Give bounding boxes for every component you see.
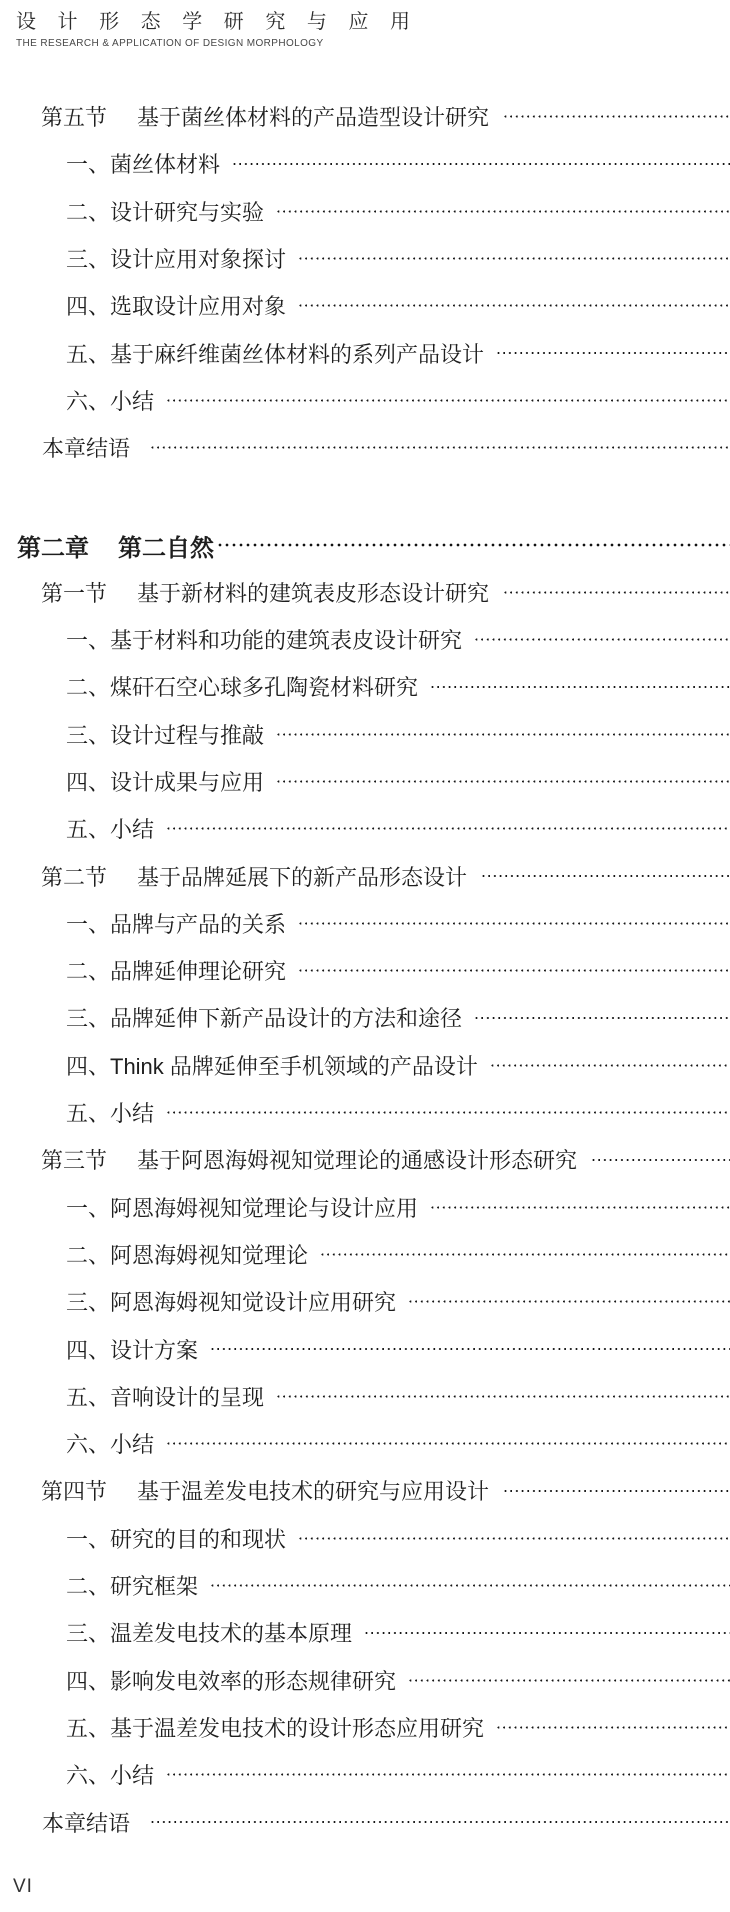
toc-entry-sub [0,1751,730,1798]
dot-leader [298,947,730,994]
dot-leader [481,852,730,899]
toc-entry-title: 二、煤矸石空心球多孔陶瓷材料研究 [66,675,419,701]
toc-entry-sub [0,805,730,852]
dot-leader [298,282,730,329]
toc-entry-title: 一、研究的目的和现状 [66,1526,287,1552]
toc-entry-title: 本章结语 [42,1810,131,1836]
toc-entry-title: 四、设计成果与应用 [66,770,265,795]
toc-entry-number: 第二节 [41,864,108,890]
toc-entry-sub [0,1657,730,1704]
toc-entry-sub [0,663,730,710]
toc-entry-closing [0,1798,730,1845]
toc-entry-section [0,569,730,616]
toc-entry-sub [0,235,730,282]
toc-entry-title: 五、小结 [66,817,155,843]
toc-entry-title: 基于品牌延展下的新产品形态设计 [137,864,468,890]
dot-leader [232,140,730,187]
toc-entry-sub [0,1184,730,1231]
toc-entry-sub [0,1278,730,1325]
toc-entry-title: 一、基于材料和功能的建筑表皮设计研究 [66,628,463,654]
toc-entry-sub [0,1420,730,1467]
toc-entry-section [0,93,730,140]
toc-entry-section [0,1136,730,1183]
toc-entry-sub [0,947,730,994]
dot-leader [298,1515,730,1562]
toc-entry-sub [0,1231,730,1278]
toc-entry-number: 第二章 [17,534,89,562]
dot-leader [430,1184,730,1231]
dot-leader [496,1704,730,1751]
toc-entry-title: 六、小结 [66,1432,155,1458]
toc-entry-title: 基于菌丝体材料的产品造型设计研究 [137,105,490,131]
page-number: VI [13,1876,33,1897]
dot-leader [298,900,730,947]
dot-leader [298,235,730,282]
toc-entry-title: 第二自然 [118,534,214,562]
toc-entry-title: 二、阿恩海姆视知觉理论 [66,1242,309,1268]
dot-leader [166,805,730,852]
toc-entry-sub [0,1704,730,1751]
toc-entry-sub [0,188,730,235]
dot-leader [150,1798,730,1845]
toc-entry-sub [0,900,730,947]
toc-entry-title: 六、小结 [66,1763,155,1789]
toc-entry-chapter [0,521,730,568]
toc-entry-sub [0,711,730,758]
toc-entry-sub [0,616,730,663]
toc-entry-title: 基于新材料的建筑表皮形态设计研究 [137,580,490,606]
toc-entry-title: 一、菌丝体材料 [66,152,221,178]
dot-leader [210,1325,730,1372]
toc-entry-sub [0,1325,730,1372]
toc-entry-title: 三、设计过程与推敲 [66,722,265,748]
toc-entry-title: 三、阿恩海姆视知觉设计应用研究 [66,1290,397,1316]
toc-entry-sub [0,1373,730,1420]
toc-entry-title: 二、设计研究与实验 [66,199,265,225]
dot-leader [276,711,730,758]
toc-entry-sub [0,1042,730,1089]
toc-entry-title: 三、品牌延伸下新产品设计的方法和途径 [66,1006,463,1032]
dot-leader [474,616,730,663]
dot-leader [276,758,730,805]
dot-leader [503,569,730,616]
page-header [16,5,418,49]
dot-leader [276,1373,730,1420]
dot-leader [166,1089,730,1136]
toc-entry-title: 五、基于温差发电技术的设计形态应用研究 [66,1715,485,1741]
toc-entry-sub [0,377,730,424]
toc-entry-title: 三、设计应用对象探讨 [66,247,287,273]
toc-entry-sub [0,994,730,1041]
toc-entry-title: 基于阿恩海姆视知觉理论的通感设计形态研究 [137,1148,578,1174]
book-title: 设 计 形 态 学 研 究 与 应 用 [16,11,419,33]
dot-leader [503,93,730,140]
toc-entry-sub [0,1089,730,1136]
dot-leader [503,1467,730,1514]
toc-entry-section [0,1467,730,1514]
toc-entry-title: 二、研究框架 [66,1574,199,1600]
book-subtitle: THE RESEARCH & APPLICATION OF DESIGN MORPHOLOGY [16,38,324,49]
toc-entry-title: 六、小结 [66,388,155,414]
dot-leader [166,1420,730,1467]
toc-entry-title: 一、阿恩海姆视知觉理论与设计应用 [66,1195,419,1221]
dot-leader [364,1609,730,1656]
toc-entry-title: 五、小结 [66,1101,155,1127]
table-of-contents [0,93,730,1846]
toc-entry-title: 三、温差发电技术的基本原理 [66,1621,353,1647]
toc-entry-sub [0,1609,730,1656]
toc-entry-number: 第四节 [41,1479,108,1505]
dot-leader [320,1231,730,1278]
dot-leader [210,1562,730,1609]
toc-entry-sub [0,758,730,805]
toc-entry-number: 第一节 [41,580,108,606]
toc-entry-title: 四、设计方案 [66,1337,199,1363]
toc-entry-sub [0,140,730,187]
toc-entry-title: 五、基于麻纤维菌丝体材料的系列产品设计 [66,341,485,367]
dot-leader [474,994,730,1041]
toc-entry-sub [0,329,730,376]
toc-entry-sub [0,1562,730,1609]
dot-leader [150,424,730,471]
dot-leader [276,188,730,235]
dot-leader [496,329,730,376]
dot-leader [166,377,730,424]
toc-entry-title: 本章结语 [42,436,131,462]
toc-entry-title: 二、品牌延伸理论研究 [66,959,287,985]
dot-leader [166,1751,730,1798]
toc-entry-sub [0,282,730,329]
toc-entry-title: 四、选取设计应用对象 [66,294,287,320]
dot-leader [591,1136,730,1183]
toc-entry-title: 基于温差发电技术的研究与应用设计 [137,1479,490,1505]
toc-entry-closing [0,424,730,471]
dot-leader [217,521,730,568]
toc-entry-title: 五、音响设计的呈现 [66,1384,265,1410]
toc-entry-number: 第三节 [41,1148,108,1174]
dot-leader [490,1042,730,1089]
toc-entry-title: 四、Think 品牌延伸至手机领域的产品设计 [66,1053,478,1079]
toc-entry-number: 第五节 [41,105,108,131]
dot-leader [408,1657,730,1704]
dot-leader [408,1278,730,1325]
dot-leader [430,663,730,710]
toc-entry-title: 四、影响发电效率的形态规律研究 [66,1668,397,1694]
toc-entry-section [0,852,730,899]
toc-entry-sub [0,1515,730,1562]
toc-entry-title: 一、品牌与产品的关系 [66,911,287,937]
